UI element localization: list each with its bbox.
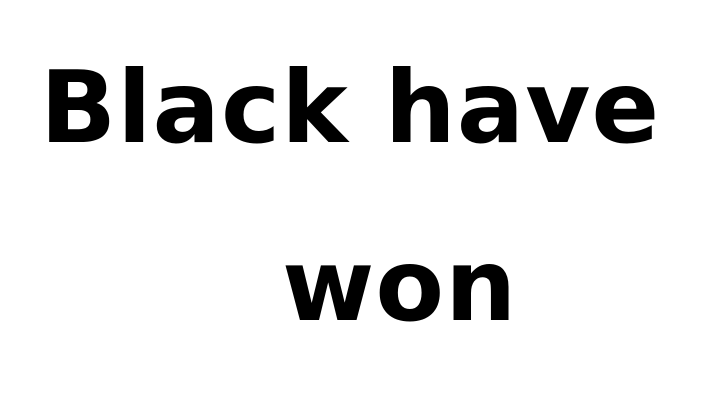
win-message-line-1: Black have (40, 49, 661, 166)
win-message-line-2: won (282, 227, 518, 344)
